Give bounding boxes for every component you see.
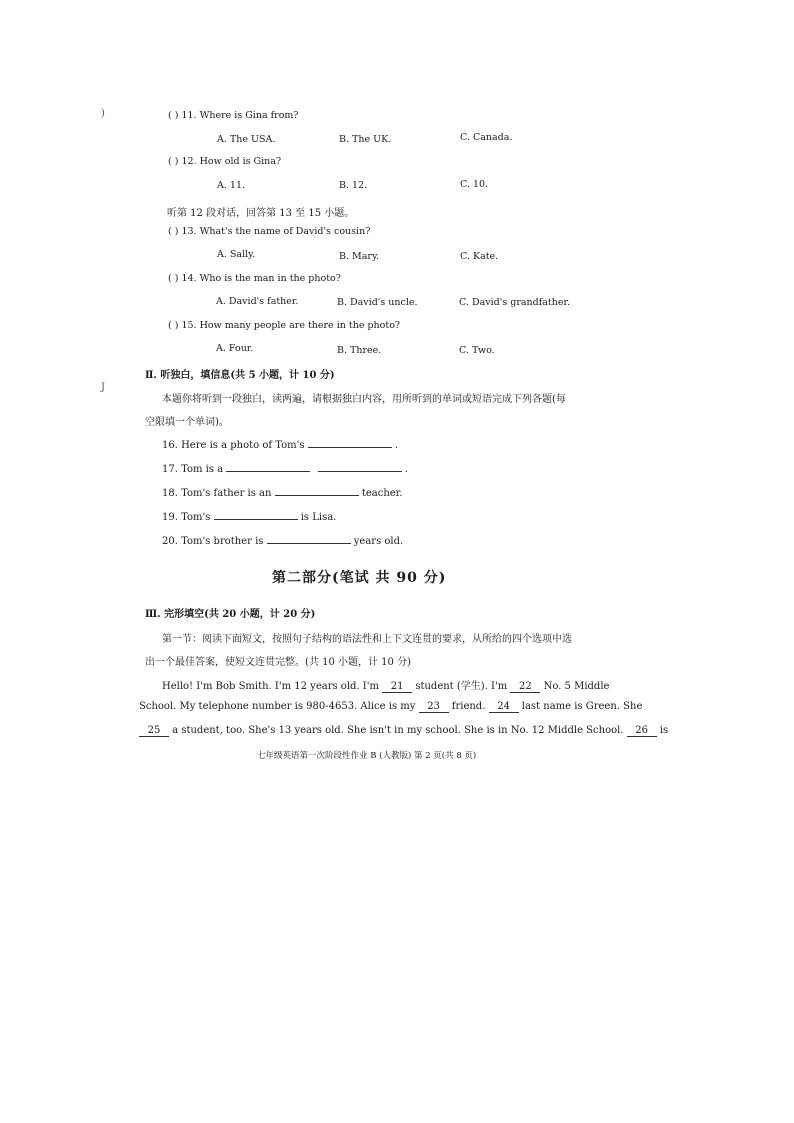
cloze-blank-21[interactable]: 21: [382, 681, 412, 693]
option-a: A. David's father.: [216, 296, 299, 307]
question-stem: 13. What's the name of David's cousin?: [181, 226, 371, 237]
question-12: [168, 156, 281, 167]
question-stem: 15. How many people are there in the photo?: [181, 320, 401, 331]
scan-mark: J: [101, 382, 106, 393]
answer-blank[interactable]: [214, 509, 298, 520]
fill-item-19: 19. Tom's is Lisa.: [162, 509, 336, 523]
dialog-instruction: 听第 12 段对话，回答第 13 至 15 小题。: [167, 208, 355, 219]
fill-item-17: 17. Tom is a .: [162, 461, 408, 475]
cloze-line-3: 25 a student, too. She's 13 years old. She isn't in my school. She is in No. 12 Middle School. 26 is: [139, 725, 668, 737]
section-2-title: Ⅱ. 听独白，填信息(共 5 小题，计 10 分): [145, 370, 335, 381]
page-footer: 七年级英语第一次阶段性作业 B (人教版) 第 2 页(共 8 页): [257, 751, 477, 761]
option-a: A. Four.: [216, 343, 254, 354]
answer-blank[interactable]: [275, 485, 359, 496]
option-c: C. Canada.: [460, 132, 513, 143]
option-a: A. 11.: [217, 180, 246, 191]
answer-paren[interactable]: ( ): [168, 273, 179, 284]
part-2-title: 第二部分(笔试 共 90 分): [272, 570, 447, 586]
cloze-line-2: School. My telephone number is 980-4653. Alice is my 23 friend. 24 last name is Green. She: [139, 701, 643, 712]
question-stem: 14. Who is the man in the photo?: [181, 273, 341, 284]
answer-paren[interactable]: ( ): [168, 320, 179, 331]
option-b: B. David's uncle.: [337, 297, 418, 308]
fill-item-18: 18. Tom's father is an teacher.: [162, 485, 403, 499]
scan-mark: ): [101, 108, 105, 119]
question-stem: 12. How old is Gina?: [181, 156, 282, 167]
answer-paren[interactable]: ( ): [168, 226, 179, 237]
option-b: B. Mary.: [339, 251, 380, 262]
answer-blank[interactable]: [318, 461, 402, 472]
option-c: C. Kate.: [460, 251, 499, 262]
section-2-instruction: 本题你将听到一段独白，读两遍，请根据独白内容，用所听到的单词或短语完成下列各题(每: [162, 394, 566, 405]
answer-blank[interactable]: [267, 533, 351, 544]
section-3-title: Ⅲ. 完形填空(共 20 小题，计 20 分): [145, 609, 316, 620]
question-15: [168, 320, 400, 331]
cloze-blank-24[interactable]: 24: [489, 701, 519, 713]
cloze-blank-22[interactable]: 22: [510, 681, 540, 693]
fill-item-16: 16. Here is a photo of Tom's .: [162, 437, 398, 451]
section-3-instruction: 出一个最佳答案，使短文连贯完整。(共 10 小题，计 10 分): [145, 657, 411, 668]
section-3-instruction: 第一节：阅读下面短文，按照句子结构的语法性和上下文连贯的要求，从所给的四个选项中选: [162, 634, 572, 645]
cloze-line-1: Hello! I'm Bob Smith. I'm 12 years old. I'm 21 student (学生). I'm 22 No. 5 Middle: [162, 681, 610, 692]
answer-paren[interactable]: ( ): [168, 156, 179, 167]
cloze-blank-26[interactable]: 26: [627, 725, 657, 737]
answer-paren[interactable]: ( ): [168, 110, 179, 121]
option-b: B. 12.: [339, 180, 368, 191]
question-11: [168, 110, 299, 121]
answer-blank[interactable]: [226, 461, 310, 472]
option-a: A. The USA.: [217, 134, 276, 145]
answer-blank[interactable]: [308, 437, 392, 448]
question-13: [168, 226, 370, 237]
fill-item-20: 20. Tom's brother is years old.: [162, 533, 403, 547]
question-14: [168, 273, 341, 284]
option-c: C. 10.: [460, 179, 489, 190]
option-c: C. David's grandfather.: [459, 297, 570, 308]
option-c: C. Two.: [459, 345, 495, 356]
section-2-instruction: 空限填一个单词)。: [145, 417, 229, 428]
option-b: B. Three.: [337, 345, 382, 356]
option-b: B. The UK.: [339, 134, 392, 145]
question-stem: 11. Where is Gina from?: [181, 110, 299, 121]
cloze-blank-23[interactable]: 23: [419, 701, 449, 713]
option-a: A. Sally.: [217, 249, 256, 260]
cloze-blank-25[interactable]: 25: [139, 725, 169, 737]
